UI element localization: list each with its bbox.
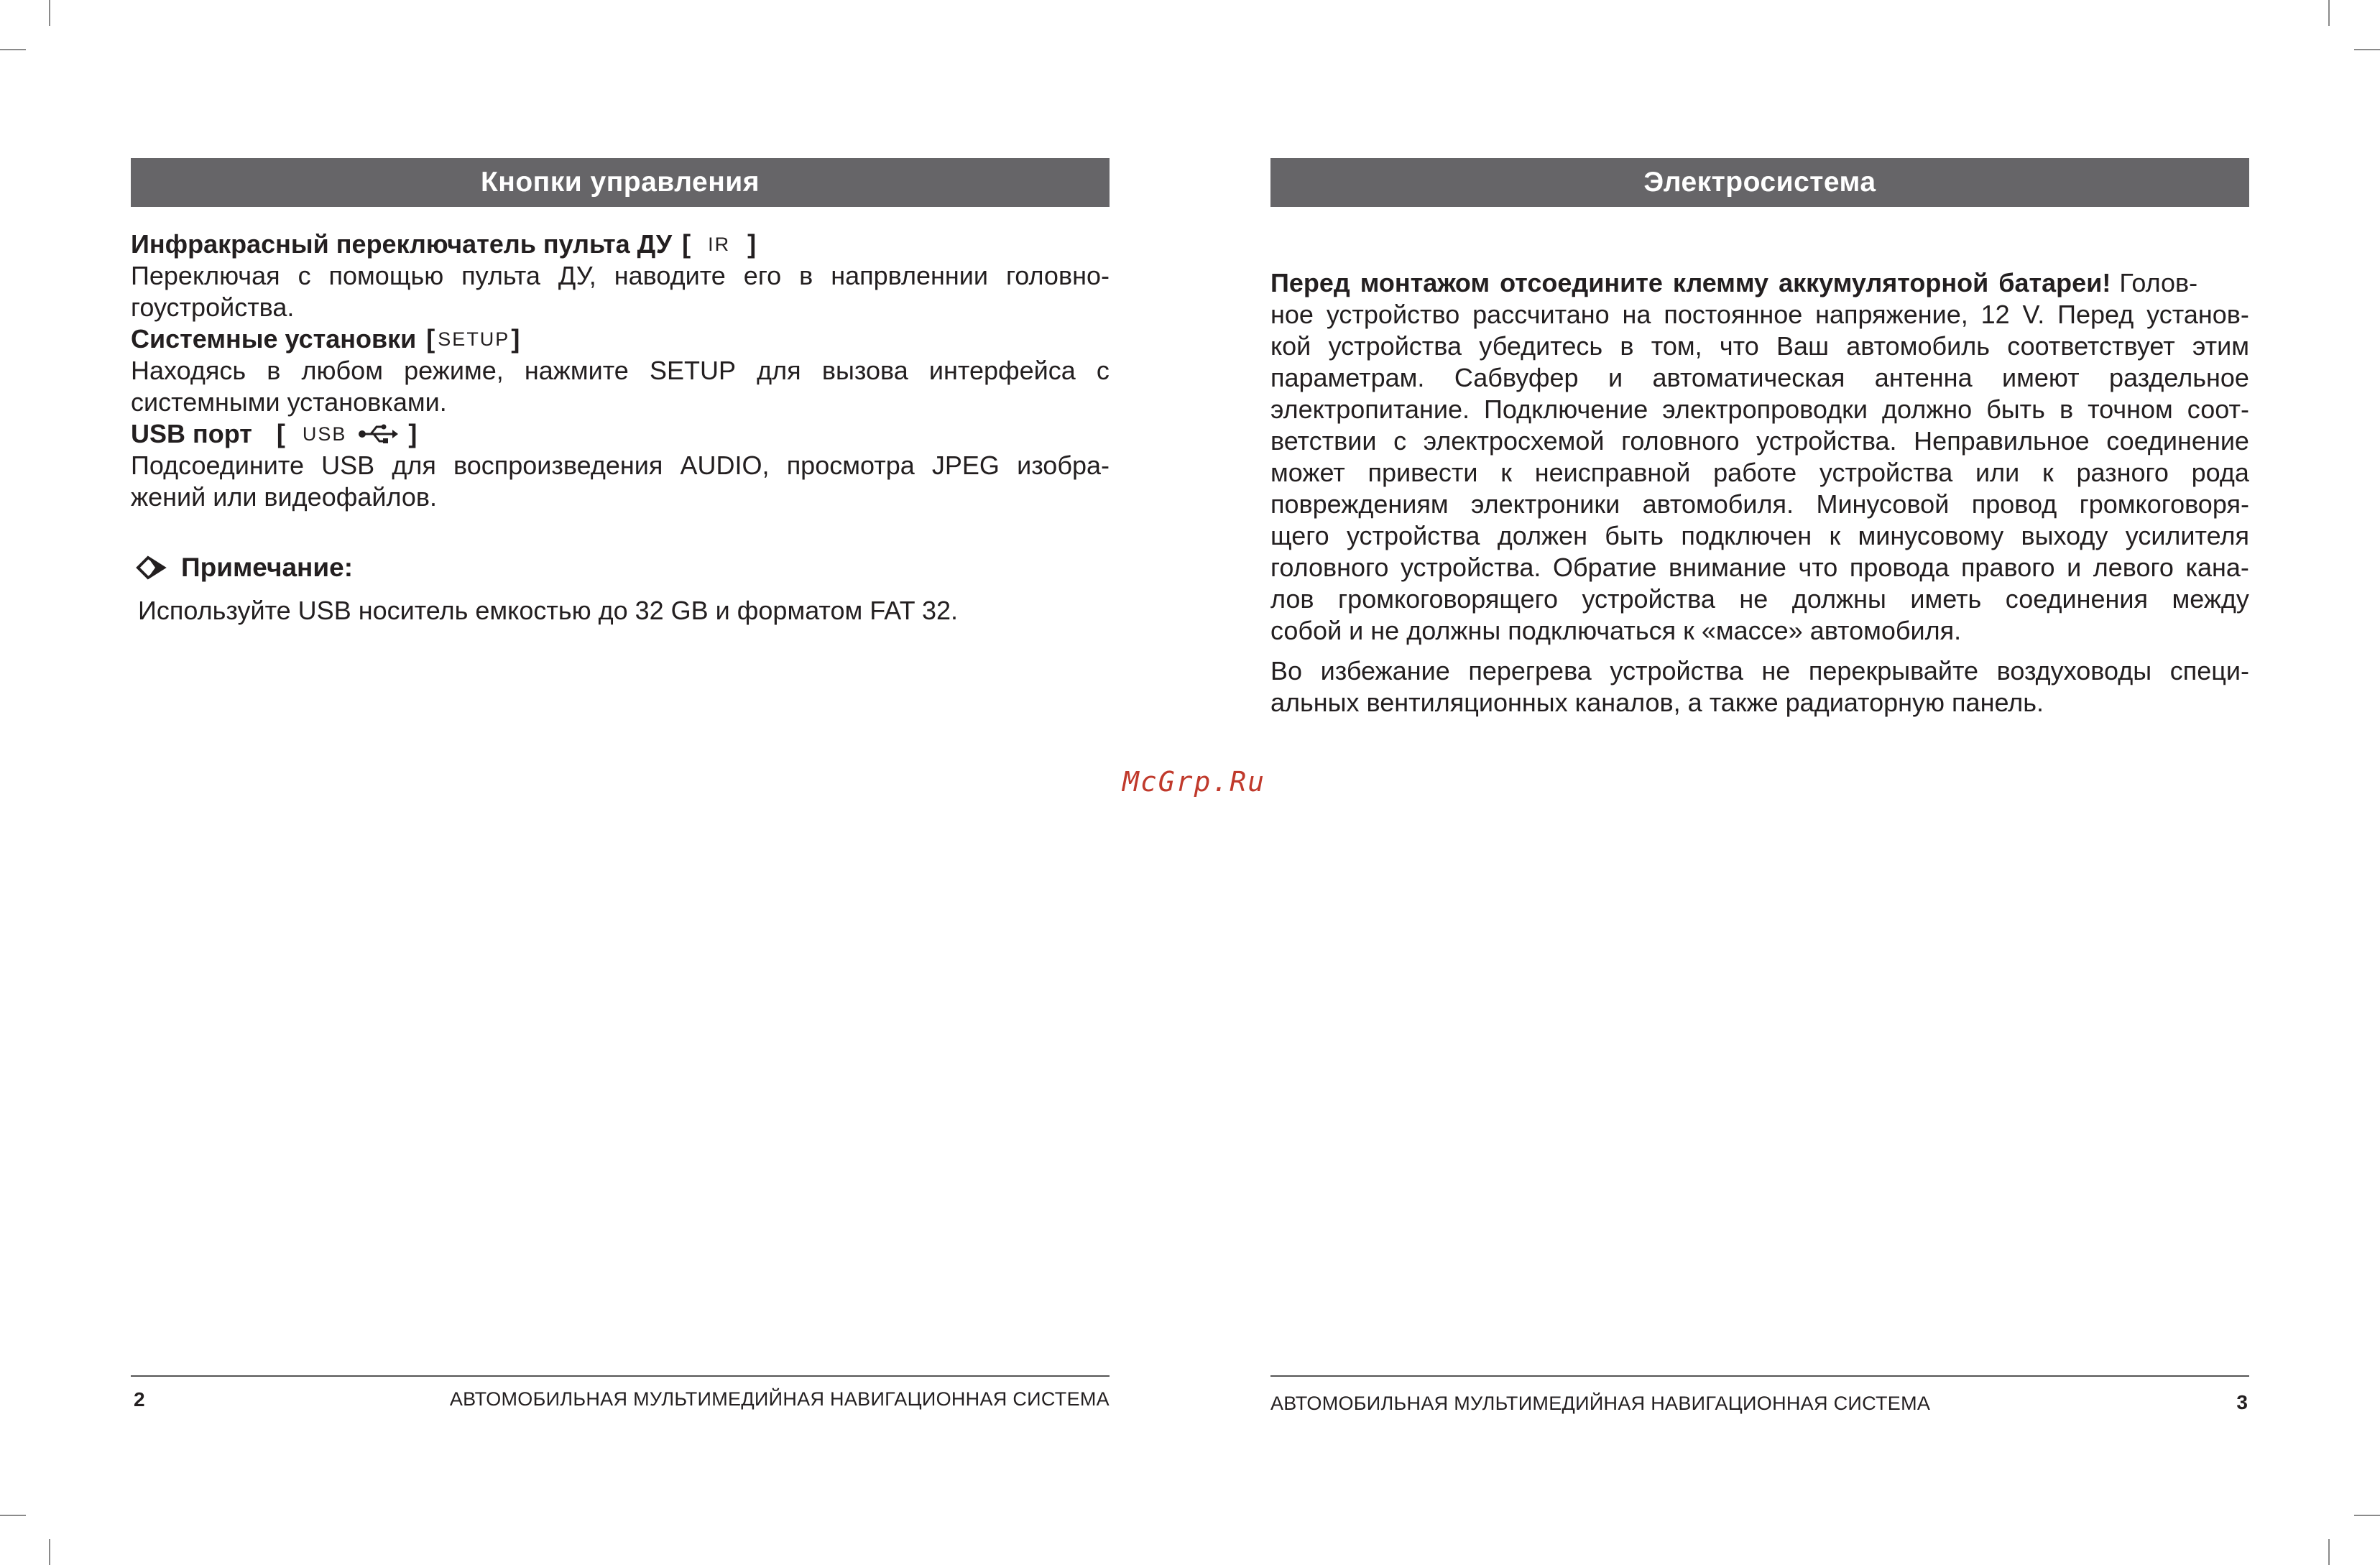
paragraph-line: параметрам. Сабвуфер и автоматическая антенна имеют раздельное	[1270, 363, 2249, 392]
setup-text-line: Находясь в любом режиме, нажмите SETUP для вызова интерфейса с	[131, 356, 1110, 385]
note-text: Используйте USB носитель емкостью до 32 GB и форматом FAT 32.	[138, 596, 959, 625]
paragraph-line: альных вентиляционных каналов, а также радиаторную панель.	[1270, 688, 2044, 717]
diamond-note-icon	[135, 555, 167, 580]
crop-mark	[0, 49, 26, 50]
section-header: Электросистема	[1270, 158, 2249, 207]
setup-text-line: системными установками.	[131, 387, 447, 417]
paragraph-line: ветствии с электросхемой головного устройства. Неправильное соединение	[1270, 426, 2249, 456]
crop-mark	[49, 0, 50, 26]
warning-lead-tail: Голов-	[2119, 268, 2198, 297]
paragraph-line: электропитание. Подключение электропроводки должно быть в точном соот-	[1270, 394, 2249, 424]
crop-mark	[2354, 1515, 2380, 1516]
paragraph-line: кой устройства убедитесь в том, что Ваш автомобиль соответствует этим	[1270, 331, 2249, 361]
crop-mark	[49, 1539, 50, 1565]
ir-text-line: Переключая с помощью пульта ДУ, наводите его в напрвленнии головно-	[131, 261, 1110, 290]
paragraph-line: головного устройства. Обратие внимание что провода правого и левого кана-	[1270, 553, 2249, 582]
watermark: McGrp.Ru	[1122, 766, 1266, 798]
paragraph-line: повреждениям электроники автомобиля. Минусовой провод громкоговоря-	[1270, 489, 2249, 519]
footer-title: АВТОМОБИЛЬНАЯ МУЛЬТИМЕДИЙНАЯ НАВИГАЦИОННАЯ СИСТЕМА	[449, 1388, 1110, 1410]
crop-mark	[2328, 1539, 2330, 1565]
setup-heading: Системные установки [ SETUP]	[131, 324, 520, 354]
footer-rule	[1270, 1375, 2249, 1377]
ir-title: Инфракрасный переключатель пульта ДУ	[131, 229, 673, 259]
paragraph-line: Во избежание перегрева устройства не перекрывайте воздуховоды специ-	[1270, 656, 2249, 685]
page-number: 2	[134, 1388, 145, 1411]
note-heading	[131, 552, 1110, 583]
usb-icon	[358, 424, 398, 444]
left-content	[131, 228, 1110, 627]
warning-lead: Перед монтажом отсоедините клемму аккумуляторной батареи!	[1270, 268, 2111, 297]
note-title: Примечание:	[181, 553, 354, 582]
usb-text-line: жений или видеофайлов.	[131, 482, 438, 512]
ir-badge: IR	[708, 234, 731, 255]
footer-title: АВТОМОБИЛЬНАЯ МУЛЬТИМЕДИЙНАЯ НАВИГАЦИОННАЯ СИСТЕМА	[1270, 1393, 1931, 1414]
paragraph-line: щего устройства должен быть подключен к минусовому выходу усилителя	[1270, 521, 2249, 550]
ir-text-line: гоустройства.	[131, 292, 295, 322]
setup-title: Системные установки	[131, 324, 417, 354]
page-number: 3	[2236, 1391, 2248, 1413]
crop-mark	[2354, 49, 2380, 50]
paragraph-line	[1270, 267, 2249, 299]
section-header: Кнопки управления	[131, 158, 1110, 207]
usb-text-line: Подсоедините USB для воспроизведения AUDIO, просмотра JPEG изобра-	[131, 451, 1110, 480]
paragraph-line: лов громкоговорящего устройства не должны иметь соединения между	[1270, 584, 2249, 614]
paragraph-line: ное устройство рассчитано на постоянное напряжение, 12 V. Перед установ-	[1270, 300, 2249, 329]
crop-mark	[0, 1515, 26, 1516]
footer-rule	[131, 1375, 1110, 1377]
usb-badge: USB	[302, 423, 347, 445]
setup-badge: SETUP	[438, 328, 510, 350]
ir-heading: Инфракрасный переключатель пульта ДУ [ IR ]	[131, 229, 757, 259]
paragraph-line: собой и не должны подключаться к «массе» автомобиля.	[1270, 616, 1962, 645]
usb-title: USB порт	[131, 419, 252, 448]
crop-mark	[2328, 0, 2330, 26]
paragraph-line: может привести к неисправной работе устройства или к разного рода	[1270, 458, 2249, 487]
usb-heading: USB порт [ USB ]	[131, 419, 418, 448]
right-content	[1270, 267, 2249, 719]
